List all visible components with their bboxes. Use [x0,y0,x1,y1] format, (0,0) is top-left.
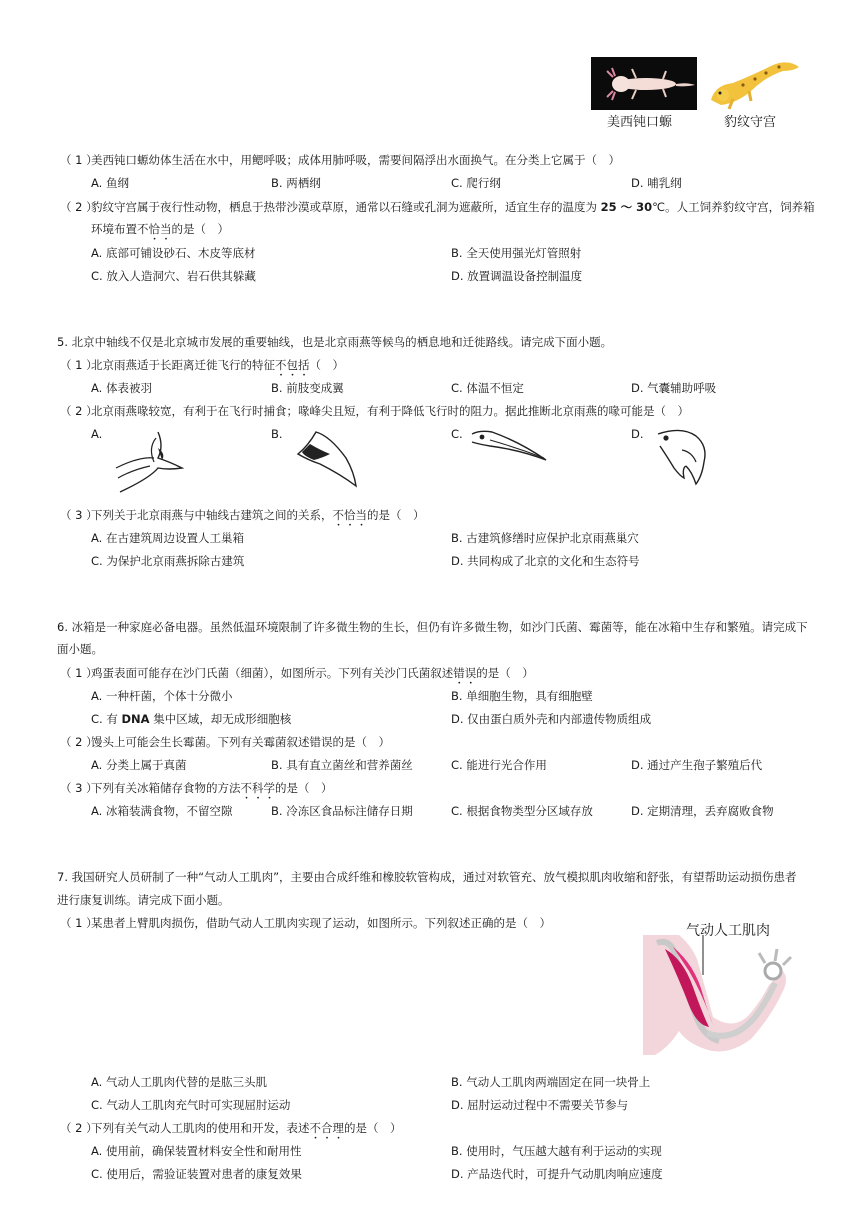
q7-sub2-stem-b: 的是（ ） [344,1121,402,1135]
q5-sub1-option-b[interactable]: B. 前肢变成翼 [271,381,344,395]
q4-sub2-option-d[interactable]: D. 放置调温设备控制温度 [451,269,583,283]
q4-sub2-stem-line1 [91,199,815,215]
q6-sub1-option-c-dna: DNA [121,712,150,726]
q6-sub3-stem-a: 下列有关冰箱储存食物的方法 [91,781,241,795]
q5-sub1-stem [91,357,344,379]
beak-d-drawing [652,428,712,488]
q5-sub2-num: （ 2 ） [60,404,98,418]
q5-sub2-option-a[interactable]: A. [91,427,103,441]
q7-sub1-option-d[interactable]: D. 屈肘运动过程中不需要关节参与 [451,1098,629,1112]
q6-sub3-option-d[interactable]: D. 定期清理，丢弃腐败食物 [631,804,774,818]
q7-intro-line1: 7. 我国研究人员研制了一种“气动人工肌肉”，主要由合成纤维和橡胶软管构成，通过对软管充、放气模拟肌肉收缩和舒张，有望帮助运动损伤患者 [57,870,797,884]
q5-sub3-stem-b: 的是（ ） [367,508,425,522]
axolotl-photo [591,57,697,110]
q4-sub2-num: （ 2 ） [60,200,98,214]
q5-sub2-stem: 北京雨燕喙较宽，有利于在飞行时捕食；喙峰尖且短，有利于降低飞行时的阻力。据此推断北京雨燕的喙可能是（ ） [91,404,689,418]
q5-sub1-option-a[interactable]: A. 体表被羽 [91,381,152,395]
q4-sub1-option-a[interactable]: A. 鱼纲 [91,176,129,190]
q5-sub1-num: （ 1 ） [60,358,98,372]
q5-sub2-option-c[interactable]: C. [451,427,463,441]
q7-intro-line2: 进行康复训练。请完成下面小题。 [57,893,230,907]
q6-intro-line2: 面小题。 [57,642,103,656]
q6-sub1-stem-emph: 错误 [453,666,477,680]
q4-sub2-option-b[interactable]: B. 全天使用强光灯管照射 [451,246,582,260]
q4-sub2-stem-b: ℃。人工饲养豹纹守宫，饲养箱 [652,200,815,214]
q4-sub1-stem: 美西钝口螈幼体生活在水中，用鳃呼吸；成体用肺呼吸，需要间隔浮出水面换气。在分类上它属于（ ） [91,153,620,167]
q6-sub3-option-b[interactable]: B. 冷冻区食品标注储存日期 [271,804,413,818]
q4-sub2-temp: 25 ～ 30 [600,200,653,214]
q6-sub1-stem [91,665,534,687]
q5-sub3-stem-a: 下列关于北京雨燕与中轴线古建筑之间的关系， [91,508,333,522]
beak-c-drawing [470,428,550,468]
q6-sub2-stem: 馒头上可能会生长霉菌。下列有关霉菌叙述错误的是（ ） [91,735,390,749]
axolotl-caption: 美西钝口螈 [607,115,673,130]
q5-sub3-option-a[interactable]: A. 在古建筑周边设置人工巢箱 [91,531,244,545]
q5-sub3-stem [91,507,425,529]
q4-sub2-stem-line2 [91,221,229,243]
artificial-muscle-label: 气动人工肌肉 [686,923,770,939]
q6-sub1-option-c[interactable] [91,711,291,727]
gecko-caption: 豹纹守宫 [724,115,777,130]
q6-sub1-num: （ 1 ） [60,666,98,680]
q7-sub1-option-a[interactable]: A. 气动人工肌肉代替的是肱三头肌 [91,1075,267,1089]
q6-sub1-stem-b: 的是（ ） [476,666,534,680]
q5-sub1-stem-b: （ ） [309,358,344,372]
q5-sub2-option-d[interactable]: D. [631,427,644,441]
q4-sub1-num: （ 1 ） [60,153,98,167]
q4-sub2-option-c[interactable]: C. 放入人造洞穴、岩石供其躲藏 [91,269,256,283]
q6-sub1-stem-a: 鸡蛋表面可能存在沙门氏菌（细菌），如图所示。下列有关沙门氏菌叙述 [91,666,454,680]
q7-sub2-stem-emph: 不合理 [309,1121,344,1135]
q6-sub2-option-d[interactable]: D. 通过产生孢子繁殖后代 [631,758,763,772]
q7-sub2-stem [91,1120,402,1142]
q5-sub1-stem-emph: 不包括 [275,358,310,372]
q7-sub2-option-b[interactable]: B. 使用时，气压越大越有利于运动的实现 [451,1144,662,1158]
q7-sub2-option-a[interactable]: A. 使用前，确保装置材料安全性和耐用性 [91,1144,302,1158]
q5-sub1-stem-a: 北京雨燕适于长距离迁徙飞行的特征 [91,358,275,372]
q6-sub3-stem [91,780,333,802]
q6-intro-line1: 6. 冰箱是一种家庭必备电器。虽然低温环境限制了许多微生物的生长，但仍有许多微生物，如沙门氏菌、霉菌等，能在冰箱中生存和繁殖。请完成下 [57,620,808,634]
q5-sub3-option-d[interactable]: D. 共同构成了北京的文化和生态符号 [451,554,640,568]
q5-sub3-option-c[interactable]: C. 为保护北京雨燕拆除古建筑 [91,554,245,568]
q5-sub3-stem-emph: 不恰当 [332,508,367,522]
q6-sub2-num: （ 2 ） [60,735,98,749]
q4-sub2-line2-a: 环境布置不 [91,222,149,236]
q7-sub2-stem-a: 下列有关气动人工肌肉的使用和开发，表述 [91,1121,310,1135]
q6-sub3-option-a[interactable]: A. 冰箱装满食物，不留空隙 [91,804,233,818]
q4-sub2-option-a[interactable]: A. 底部可铺设砂石、木皮等底材 [91,246,256,260]
q6-sub1-option-a[interactable]: A. 一种杆菌，个体十分微小 [91,689,233,703]
q6-sub2-option-c[interactable]: C. 能进行光合作用 [451,758,547,772]
q5-sub1-option-d[interactable]: D. 气囊辅助呼吸 [631,381,717,395]
gecko-photo [703,55,803,113]
q5-sub3-option-b[interactable]: B. 古建筑修缮时应保护北京雨燕巢穴 [451,531,639,545]
q4-sub1-option-c[interactable]: C. 爬行纲 [451,176,501,190]
q5-intro: 5. 北京中轴线不仅是北京城市发展的重要轴线，也是北京雨燕等候鸟的栖息地和迁徙路线。请完成下面小题。 [57,335,613,349]
q7-sub1-option-b[interactable]: B. 气动人工肌肉两端固定在同一块骨上 [451,1075,651,1089]
q6-sub3-stem-emph: 不科学 [240,781,275,795]
q6-sub3-num: （ 3 ） [60,781,98,795]
arm-muscle-figure [643,935,793,1055]
q6-sub2-option-b[interactable]: B. 具有直立菌丝和营养菌丝 [271,758,413,772]
q5-sub2-option-b[interactable]: B. [271,427,283,441]
q7-sub1-stem: 某患者上臂肌肉损伤，借助气动人工肌肉实现了运动，如图所示。下列叙述正确的是（ ） [91,916,551,930]
q4-sub1-option-b[interactable]: B. 两栖纲 [271,176,321,190]
q7-sub1-option-c[interactable]: C. 气动人工肌肉充气时可实现屈肘运动 [91,1098,291,1112]
q7-sub2-option-c[interactable]: C. 使用后，需验证装置对患者的康复效果 [91,1167,302,1181]
beak-b-drawing [290,428,360,488]
q4-sub1-option-d[interactable]: D. 哺乳纲 [631,176,682,190]
beak-a-drawing [110,428,190,498]
q6-sub1-option-b[interactable]: B. 单细胞生物，具有细胞壁 [451,689,593,703]
q6-sub3-stem-b: 的是（ ） [275,781,333,795]
q7-sub2-option-d[interactable]: D. 产品迭代时，可提升气动肌肉响应速度 [451,1167,663,1181]
q6-sub1-option-c-rest: 集中区域，却无成形细胞核 [149,712,292,726]
q6-sub3-option-c[interactable]: C. 根据食物类型分区域存放 [451,804,593,818]
q7-sub1-num: （ 1 ） [60,916,98,930]
q4-sub2-line2-emph: 恰当 [148,222,172,236]
q7-sub2-num: （ 2 ） [60,1121,98,1135]
q4-sub2-stem-a: 豹纹守宫属于夜行性动物，栖息于热带沙漠或草原，通常以石缝或孔洞为遮蔽所，适宜生存的温度为 [91,200,601,214]
q6-sub1-option-d[interactable]: D. 仅由蛋白质外壳和内部遗传物质组成 [451,712,652,726]
q5-sub1-option-c[interactable]: C. 体温不恒定 [451,381,524,395]
q6-sub1-option-c-prefix: C. 有 [91,712,122,726]
q4-sub2-line2-b: 的是（ ） [171,222,229,236]
q5-sub3-num: （ 3 ） [60,508,98,522]
q6-sub2-option-a[interactable]: A. 分类上属于真菌 [91,758,187,772]
